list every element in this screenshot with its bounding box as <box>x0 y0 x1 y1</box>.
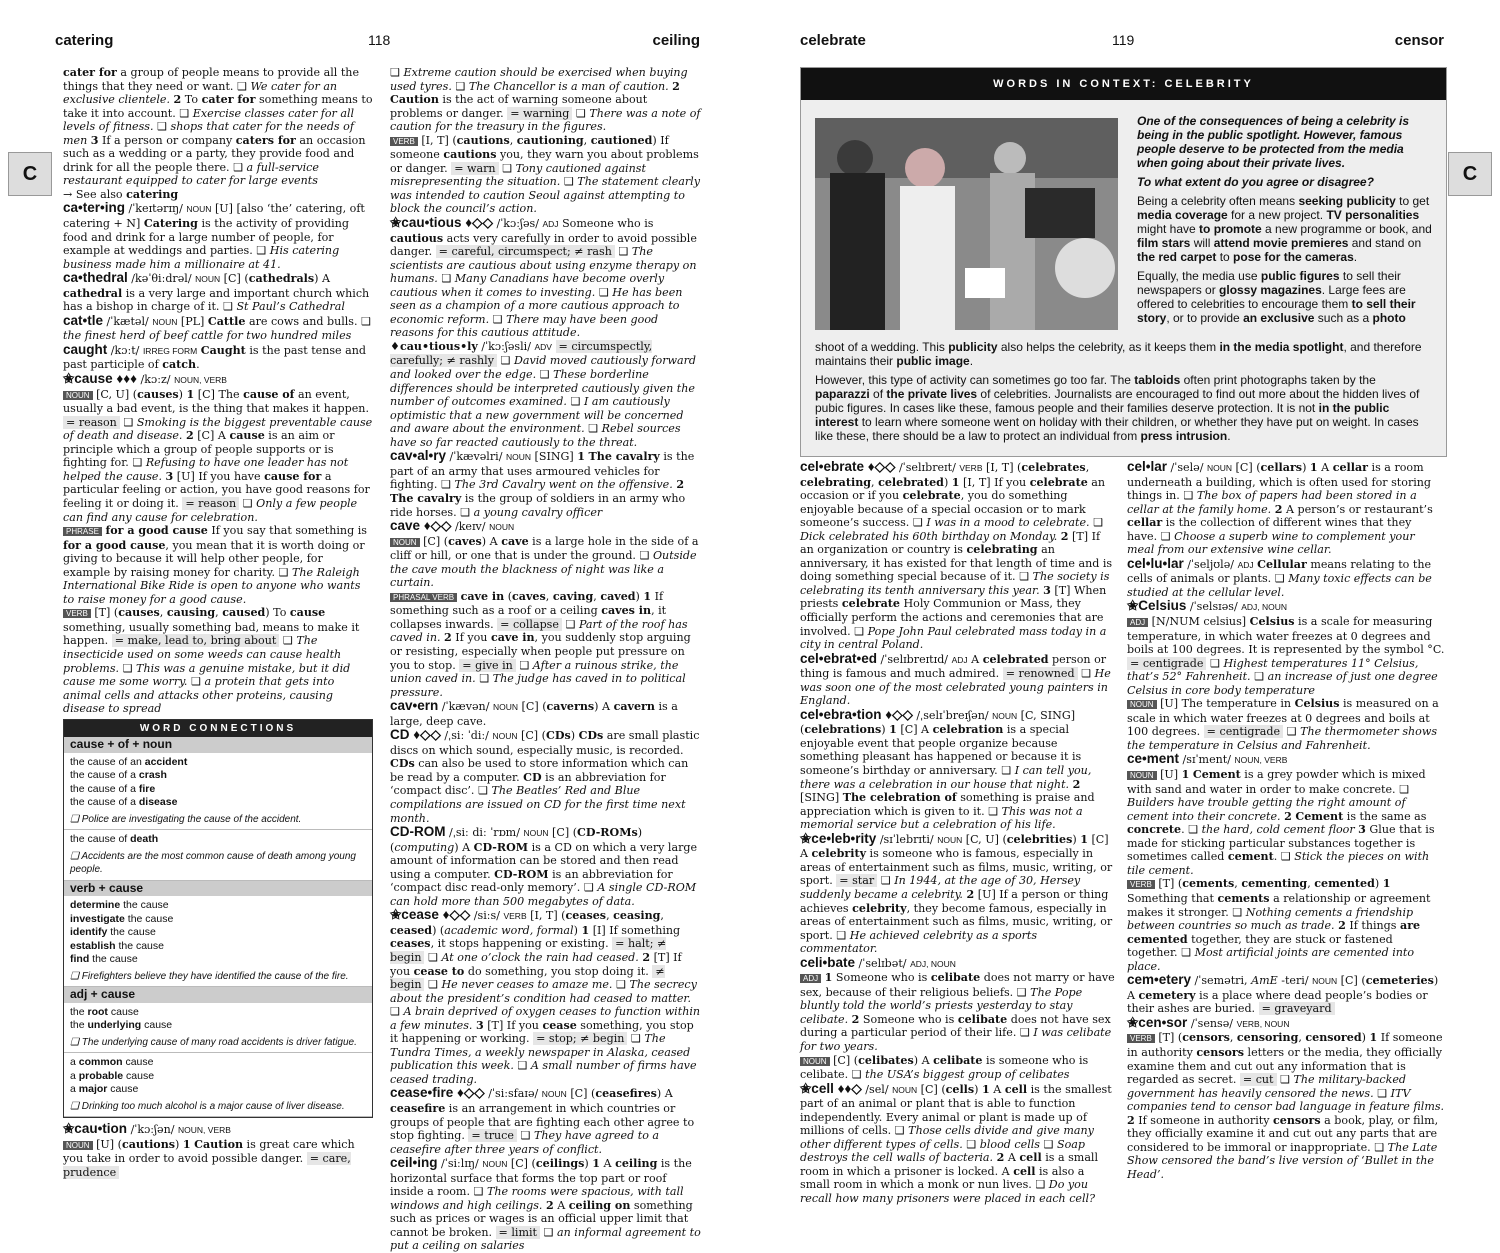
words-in-context-title: WORDS IN CONTEXT: CELEBRITY <box>801 68 1446 100</box>
page-number: 118 <box>368 32 391 48</box>
right-column-1 <box>800 460 1116 1206</box>
entry-caution: ✬cau•tion /ˈkɔːʃən/ NOUN, VERB NOUN [U] (cautions) 1 Caution is great care which you take in order to avoid possible danger. = care, prudence <box>63 1121 355 1180</box>
word-connections-group-head: adj + cause <box>64 987 372 1003</box>
collocation: the cause of death <box>70 833 159 846</box>
word-connections-block <box>64 830 372 881</box>
context-text-right <box>1137 114 1433 330</box>
context-paragraph-2a: Equally, the media use public figures to sell their newspapers or glossy magazines. Large fees are offered to celebrities to encourage them to sell their story, or to provide an exclusive such as a photo <box>1137 269 1416 325</box>
running-head-right: censor <box>1394 32 1444 49</box>
context-question: To what extent do you agree or disagree? <box>1137 175 1374 189</box>
running-head-left: celebrate <box>800 32 866 49</box>
entries-celebrate-to-cell: cel•ebrate ♦◇◇ /ˈselɪbreɪt/ VERB [I, T] (celebrates, celebrating, celebrated) 1 [I, T] If you celebrate an occasion or if you celebrate, you do something enjoyable because of a special occasion or to mark someone’s success. ❑ I was in a mood to celebrate. ❑ Dick celebrated his 60th birthday on Monday. 2 [T] If an organization or country is celebrating an anniversary, it has existed for that length of time and is doing something special because of it. ❑ The society is celebrating its tenth anniversary this year. 3 [T] When priests celebrate Holy Communion or Mass, they officially perform the actions and ceremonies that are involved. ❑ Pope John Paul celebrated mass today in a city in central Poland. cel•ebrat•ed /ˈselɪbreɪtɪd/ ADJ A celebrated person or thing is famous and much admired. = renowned ❑ He was soon one of the most celebrated young painters in England. cel•ebra•tion ♦◇◇ /ˌselɪˈbreɪʃən/ NOUN [C, SING] (celebrations) 1 [C] A celebration is a special enjoyable event that people organize because something pleasant has happened or because it is someone’s birthday or anniversary. ❑ I can tell you, there was a celebration in our house that night. 2 [SING] The celebration of something is praise and appreciation which is given to it. ❑ This was not a memorial service but a celebration of his life. ✬ce•leb•rity /sɪˈlebrɪti/ NOUN [C, U] (celebrities) 1 [C] A celebrity is someone who is famous, especially in areas of entertainment such as films, music, writing, or sport. = star ❑ In 1944, at the age of 30, Hersey suddenly became a celebrity. 2 [U] If a person or thing achieves celebrity, they become famous, especially in areas of entertainment such as films, music, writing, or sport. ❑ He achieved celebrity as a sports commentator. celi•bate /ˈselɪbət/ ADJ, NOUN ADJ 1 Someone who is celibate does not marry or have sex, because of their religious beliefs. ❑ The Pope bluntly told the world’s priests yesterday to stay celibate. 2 Someone who is celibate does not have sex during a particular period of their life. ❑ I was celibate for two years. NOUN [C] (celibates) A celibate is someone who is celibate. ❑ the USA’s biggest group of celibates ✬cell ♦♦◇ /sel/ NOUN [C] (cells) 1 A cell is the smallest part of an animal or plant that is able to function independently. Every animal or plant is made up of millions of cells. ❑ Those cells divide and give many other different types of cells. ❑ blood cells ❑ Soap destroys the cell walls of bacteria. 2 A cell is a small room in which a prisoner is locked. A cell is also a small room in which a monk or nun lives. ❑ Do you recall how many prisoners were placed in each cell? <box>800 459 1115 1205</box>
right-column-2 <box>1127 460 1445 1181</box>
word-connections-block <box>64 753 372 831</box>
collocation: the cause of a disease <box>70 796 178 809</box>
entries-caution-to-ceiling: ❑ Extreme caution should be exercised when buying used tyres. ❑ The Chancellor is a man of caution. 2 Caution is the act of warning someone about problems or danger. = warning ❑ There was a note of caution for the treasury in the figures. VERB [I, T] (cautions, cautioning, cautioned) If someone cautions you, they warn you about problems or danger. = warn ❑ Tony cautioned against misrepresenting the situation. ❑ The statement clearly was intended to caution Seoul against attempting to block the council’s action. ✬cau•tious ♦◇◇ /ˈkɔːʃəs/ ADJ Someone who is cautious acts very carefully in order to avoid possible danger. = careful, circumspect; ≠ rash ❑ The scientists are cautious about using enzyme therapy on humans. ❑ Many Canadians have become overly cautious when it comes to investing. ❑ He has been seen as a champion of a more cautious approach to economic reform. ❑ There may have been good reasons for this cautious attitude. ♦cau•tious•ly /ˈkɔːʃəsli/ ADV = circumspectly, carefully; ≠ rashly ❑ David moved cautiously forward and looked over the edge. ❑ These borderline differences should be interpreted cautiously given the number of outcomes examined. ❑ I am cautiously optimistic that a new government will be concerned and aware about the environment. ❑ Rebel sources have so far reacted cautiously to the threat. cav•al•ry /ˈkævəlri/ NOUN [SING] 1 The cavalry is the part of an army that uses armoured vehicles for fighting. ❑ The 3rd Cavalry went on the offensive. 2 The cavalry is the group of soldiers in an army who ride horses. ❑ a young cavalry officer cave ♦◇◇ /keɪv/ NOUN NOUN [C] (caves) A cave is a large hole in the side of a cliff or hill, or one that is under the ground. ❑ Outside the cave mouth the blackness of night was like a curtain. PHRASAL VERB cave in (caves, caving, caved) 1 If something such as a roof or a ceiling caves in, it collapses inwards. = collapse ❑ Part of the roof has caved in. 2 If you cave in, you suddenly stop arguing or resisting, especially when people put pressure on you to stop. = give in ❑ After a ruinous strike, the union caved in. ❑ The judge has caved in to political pressure. cav•ern /ˈkævən/ NOUN [C] (caverns) A cavern is a large, deep cave. CD ♦◇◇ /ˌsiː ˈdiː/ NOUN [C] (CDs) CDs are small plastic discs on which sound, especially music, is recorded. CDs can also be used to store information which can be read by a computer. CD is an abbreviation for ‘compact disc’. ❑ The Beatles’ Red and Blue compilations are issued on CD for the first time next month. CD-ROM /ˌsiː diː ˈrɒm/ NOUN [C] (CD-ROMs) (computing) A CD-ROM is a CD on which a very large amount of information can be stored and then read using a computer. CD-ROM is an abbreviation for ‘compact disc read-only memory’. ❑ A single CD-ROM can hold more than 500 megabytes of data. ✬cease ♦◇◇ /siːs/ VERB [I, T] (ceases, ceasing, ceased) (academic word, formal) 1 [I] If something ceases, it stops happening or existing. = halt; ≠ begin ❑ At one o’clock the rain had ceased. 2 [T] If you cease to do something, you stop doing it. ≠ begin ❑ He never ceases to amaze me. ❑ The secrecy about the president’s condition had ceased to matter. ❑ A brain deprived of oxygen ceases to function within a few minutes. 3 [T] If you cease something, you stop it happening or working. = stop; ≠ begin ❑ The Tundra Times, a weekly newspaper in Alaska, ceased publication this week. ❑ A small number of firms have ceased trading. cease•fire ♦◇◇ /ˈsiːsfaɪə/ NOUN [C] (ceasefires) A ceasefire is an arrangement in which countries or groups of people that are fighting each other agree to stop fighting. = truce ❑ They have agreed to a ceasefire after three years of conflict. ceil•ing /ˈsiːlɪŋ/ NOUN [C] (ceilings) 1 A ceiling is the horizontal surface that forms the top part or roof inside a room. ❑ The rooms were spacious, with tall windows and high ceilings. 2 A ceiling on something such as prices or wages is an official upper limit that cannot be broken. = limit ❑ an informal agreement to put a ceiling on salaries <box>390 66 701 1253</box>
collocation: the cause of an accident <box>70 755 188 768</box>
words-in-context-box <box>800 67 1447 457</box>
celebrity-photo-image <box>815 118 1118 330</box>
word-connections-block <box>64 896 372 987</box>
collocation: the cause of a fire <box>70 782 156 795</box>
collocation-example: ❑ Accidents are the most common cause of death among young people. <box>70 850 356 876</box>
running-head-right: ceiling <box>652 32 700 49</box>
collocation: the cause of a crash <box>70 769 167 782</box>
celebrity-photo <box>815 118 1118 330</box>
word-connections-box <box>63 719 373 1119</box>
word-connections-title: WORD CONNECTIONS <box>64 720 372 738</box>
thumb-index-tab: C <box>8 152 52 196</box>
left-column-1 <box>63 66 373 1180</box>
right-page <box>750 0 1500 1205</box>
collocation: find the cause <box>70 953 138 966</box>
collocation: the root cause <box>70 1005 139 1018</box>
context-paragraph-2b: shoot of a wedding. This publicity also helps the celebrity, as it keeps them in the media spotlight, and therefore maintains their public image. <box>815 340 1422 368</box>
collocation: identify the cause <box>70 926 156 939</box>
word-connections-block <box>64 1053 372 1117</box>
running-head-left: catering <box>55 32 114 49</box>
thumb-index-tab: C <box>1448 152 1492 196</box>
word-connections-group-head: cause + of + noun <box>64 737 372 753</box>
context-text-bottom <box>815 340 1431 448</box>
word-connections-group-head: verb + cause <box>64 881 372 897</box>
word-connections-groups <box>64 737 372 1117</box>
context-paragraph-3: However, this type of activity can sometimes go too far. The tabloids often print photographs taken by the paparazzi of the private lives of celebrities. Journalists are encouraged to find out more about the hidden lives of pubic figures. In cases like these, famous people and their families deserve protection. It is not in the public interest to learn where someone went on holiday with their children, or whether they have put on weight. In cases like these, there should be a law to protect an individual from press intrusion. <box>815 373 1420 443</box>
left-column-2 <box>390 66 702 1253</box>
collocation-example: ❑ The underlying cause of many road accidents is driver fatigue. <box>70 1036 357 1048</box>
page-number: 119 <box>1112 32 1135 48</box>
word-connections-block <box>64 1003 372 1054</box>
entries-cellar-to-censor: cel•lar /ˈselə/ NOUN [C] (cellars) 1 A cellar is a room underneath a building, which is often used for storing things in. ❑ The box of papers had been stored in a cellar at the family home. 2 A person’s or restaurant’s cellar is the collection of different wines that they have. ❑ Choose a superb wine to complement your meal from our extensive wine cellar. cel•lu•lar /ˈseljʊlə/ ADJ Cellular means relating to the cells of animals or plants. ❑ Many toxic effects can be studied at the cellular level. ✬Celsius /ˈselsɪəs/ ADJ, NOUN ADJ [N/NUM celsius] Celsius is a scale for measuring temperature, in which water freezes at 0 degrees and boils at 100 degrees. It is represented by the symbol °C. = centigrade ❑ Highest temperatures 11° Celsius, that’s 52° Fahrenheit. ❑ an increase of just one degree Celsius in core body temperature NOUN [U] The temperature in Celsius is measured on a scale in which water freezes at 0 degrees and boils at 100 degrees. = centigrade ❑ The thermometer shows the temperature in Celsius and Fahrenheit. ce•ment /sɪˈment/ NOUN, VERB NOUN [U] 1 Cement is a grey powder which is mixed with sand and water in order to make concrete. ❑ Builders have trouble getting the right amount of cement into their concrete. 2 Cement is the same as concrete. ❑ the hard, cold cement floor 3 Glue that is made for sticking particular substances together is sometimes called cement. ❑ Stick the pieces on with tile cement. VERB [T] (cements, cementing, cemented) 1 Something that cements a relationship or agreement makes it stronger. ❑ Nothing cements a friendship between countries so much as trade. 2 If things are cemented together, they are stuck or fastened together. ❑ Most artificial joints are cemented into place. cem•etery /ˈsemətri, AmE -teri/ NOUN [C] (cemeteries) A cemetery is a place where dead people’s bodies or their ashes are buried. = graveyard ✬cen•sor /ˈsensə/ VERB, NOUN VERB [T] (censors, censoring, censored) 1 If someone in authority censors letters or the media, they officially examine them and cut out any information that is regarded as secret. = cut ❑ The military-backed government has heavily censored the news. ❑ ITV companies tend to censor bad language in feature films. 2 If someone in authority censors a book, play, or film, they officially examine it and cut out any parts that are considered to be immoral or inappropriate. ❑ The Late Show censored the band’s live version of ‘Bullet in the Head’. <box>1127 459 1445 1181</box>
collocation: investigate the cause <box>70 912 174 925</box>
context-intro: One of the consequences of being a celebrity is being in the public spotlight. However, famous people deserve to be protected from the media when going about their private lives. <box>1137 114 1410 170</box>
collocation: a major cause <box>70 1083 139 1096</box>
collocation: establish the cause <box>70 939 164 952</box>
collocation-example: ❑ Police are investigating the cause of the accident. <box>70 813 302 825</box>
collocation: the underlying cause <box>70 1019 173 1032</box>
collocation: a probable cause <box>70 1069 155 1082</box>
collocation: a common cause <box>70 1056 154 1069</box>
context-paragraph-1: Being a celebrity often means seeking publicity to get media coverage for a new project. TV personalities might have to promote a new programme or book, and film stars will attend movie premieres and stand on the red carpet to pose for the cameras. <box>1137 194 1432 264</box>
collocation-example: ❑ Firefighters believe they have identified the cause of the fire. <box>70 970 349 982</box>
collocation-example: ❑ Drinking too much alcohol is a major cause of liver disease. <box>70 1100 345 1112</box>
collocation: determine the cause <box>70 899 169 912</box>
entries-cater-to-cause: cater for a group of people means to provide all the things that they need or want. ❑ We cater for an exclusive clientele. 2 To cater for something means to take it into account. ❑ Exercise classes cater for all levels of fitness. ❑ shops that cater for the needs of men 3 If a person or company caters for an occasion such as a wedding or a party, they provide food and drink for all the people there. ❑ a full-service restaurant equipped to cater for large events → See also catering ca•ter•ing /ˈkeɪtərɪŋ/ NOUN [U] [also ‘the’ catering, oft catering + N] Catering is the activity of providing food and drink for a large number of people, for example at weddings and parties. ❑ His catering business made him a millionaire at 41. ca•thedral /kəˈθiːdrəl/ NOUN [C] (cathedrals) A cathedral is a very large and important church which has a bishop in charge of it. ❑ St Paul’s Cathedral cat•tle /ˈkætəl/ NOUN [PL] Cattle are cows and bulls. ❑ the finest herd of beef cattle for two hundred miles caught /kɔːt/ IRREG FORM Caught is the past tense and past participle of catch. ✬cause ♦♦♦ /kɔːz/ NOUN, VERB NOUN [C, U] (causes) 1 [C] The cause of an event, usually a bad event, is the thing that makes it happen. = reason ❑ Smoking is the biggest preventable cause of death and disease. 2 [C] A cause is an aim or principle which a group of people supports or is fighting for. ❑ Refusing to have one leader has not helped the cause. 3 [U] If you have cause for a particular feeling or action, you have good reasons for feeling it or doing it. = reason ❑ Only a few people can find any cause for celebration. PHRASE for a good cause If you say that something is for a good cause, you mean that it is worth doing or giving to because it will help other people, for example by raising money for charity. ❑ The Raleigh International Bike Ride is open to anyone who wants to raise money for a good cause. VERB [T] (causes, causing, caused) To cause something, usually something bad, means to make it happen. = make, lead to, bring about ❑ The insecticide used on some weeds can cause health problems. ❑ This was a genuine mistake, but it did cause me some worry. ❑ a protein that gets into animal cells and attacks other proteins, causing disease to spread <box>63 66 373 716</box>
